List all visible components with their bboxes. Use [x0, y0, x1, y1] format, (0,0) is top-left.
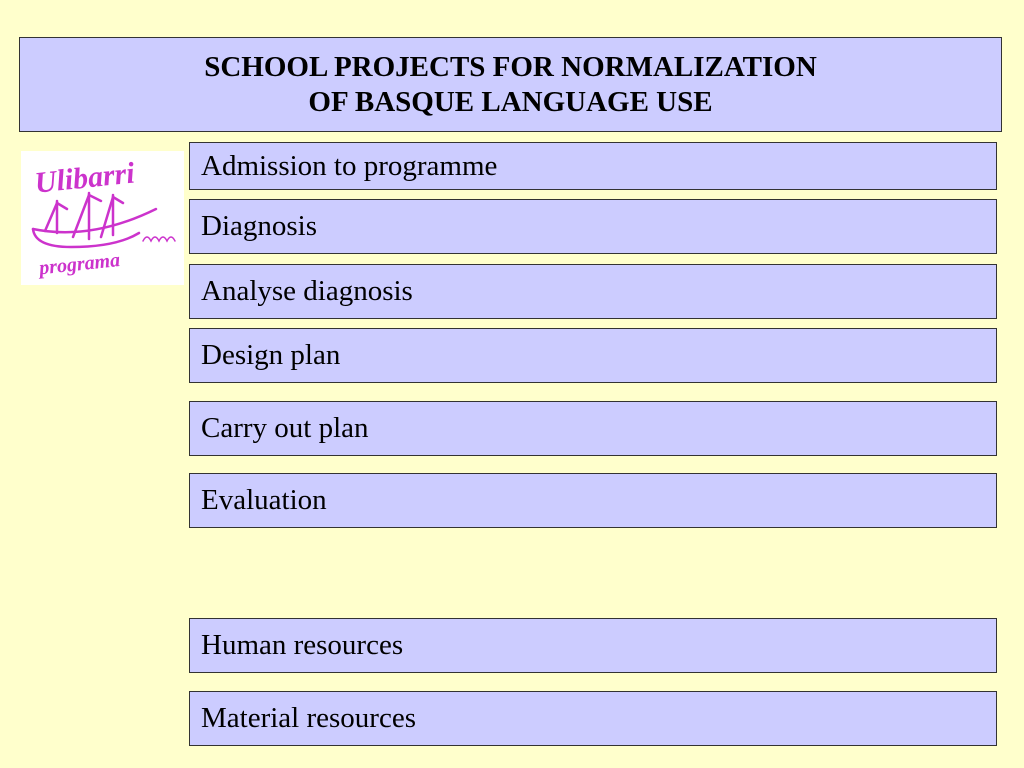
step-diagnosis	[189, 199, 997, 254]
resource-human	[189, 618, 997, 673]
step-admission	[189, 142, 997, 190]
step-carry-out-plan	[189, 401, 997, 456]
logo-top-text: Ulibarri	[33, 156, 137, 200]
logo-bottom-text: programa	[38, 249, 122, 280]
step-design-plan	[189, 328, 997, 383]
resource-label: Material resources	[201, 702, 416, 734]
step-label: Diagnosis	[201, 210, 317, 242]
step-label: Design plan	[201, 339, 341, 371]
resource-material	[189, 691, 997, 746]
resource-label: Human resources	[201, 629, 404, 661]
slide-title	[19, 37, 1002, 132]
title-line-2: OF BASQUE LANGUAGE USE	[308, 85, 713, 118]
step-label: Carry out plan	[201, 412, 369, 444]
step-label: Admission to programme	[201, 149, 498, 182]
step-label: Evaluation	[201, 484, 327, 516]
title-line-1: SCHOOL PROJECTS FOR NORMALIZATION	[204, 50, 817, 83]
step-evaluation	[189, 473, 997, 528]
logo-ship-graphic	[21, 151, 184, 285]
step-analyse-diagnosis	[189, 264, 997, 319]
step-label: Analyse diagnosis	[201, 275, 413, 307]
ulibarri-logo	[21, 151, 184, 285]
